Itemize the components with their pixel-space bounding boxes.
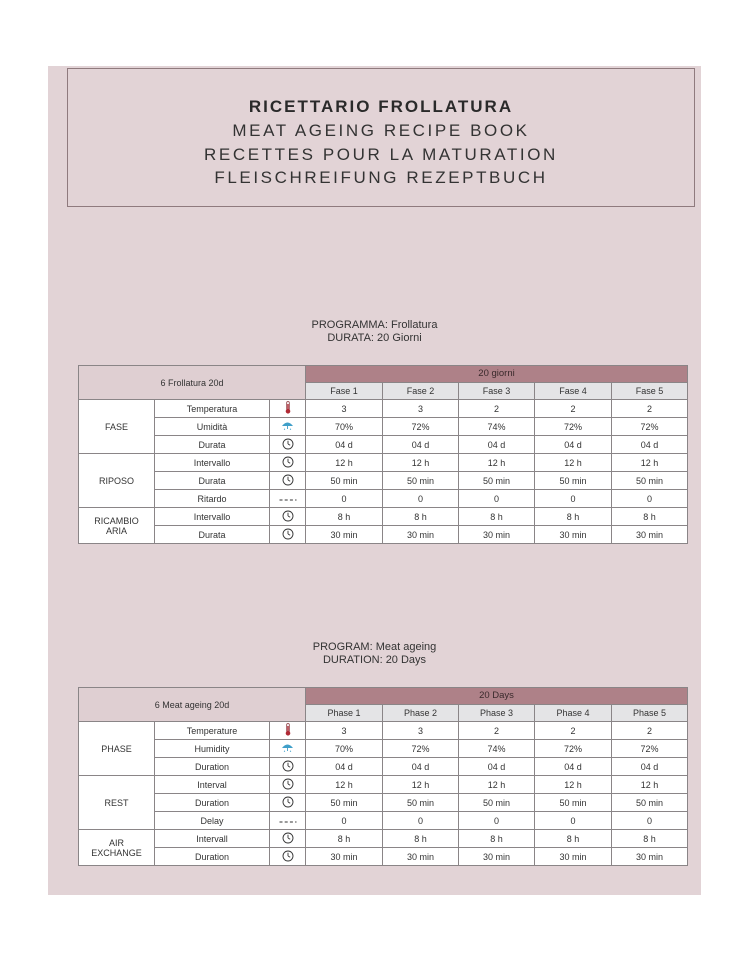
parameter-icon-cell bbox=[270, 508, 306, 526]
parameter-icon-cell bbox=[270, 776, 306, 794]
umbrella-icon bbox=[281, 420, 294, 433]
value-cell: 0 bbox=[612, 812, 688, 830]
clock-icon bbox=[282, 438, 294, 452]
days-header: 20 Days bbox=[306, 688, 688, 705]
value-cell: 04 d bbox=[612, 758, 688, 776]
parameter-label: Humidity bbox=[155, 740, 270, 758]
parameter-label: Delay bbox=[155, 812, 270, 830]
clock-icon bbox=[282, 850, 294, 864]
days-header: 20 giorni bbox=[306, 366, 688, 383]
parameter-label: Umidità bbox=[155, 418, 270, 436]
table-row bbox=[79, 812, 688, 830]
parameter-icon-cell bbox=[270, 812, 306, 830]
value-cell: 30 min bbox=[306, 848, 383, 866]
parameter-icon-cell bbox=[270, 454, 306, 472]
clock-icon bbox=[282, 796, 294, 810]
program-info-english bbox=[48, 641, 701, 667]
table-row bbox=[79, 400, 688, 418]
thermometer-icon bbox=[284, 723, 292, 738]
thermometer-icon bbox=[284, 401, 292, 416]
table-row bbox=[79, 472, 688, 490]
value-cell: 3 bbox=[383, 722, 459, 740]
value-cell: 30 min bbox=[535, 848, 612, 866]
parameter-label: Temperatura bbox=[155, 400, 270, 418]
table-row bbox=[79, 794, 688, 812]
table-row bbox=[79, 508, 688, 526]
phase-header: Phase 5 bbox=[612, 705, 688, 722]
value-cell: 12 h bbox=[383, 776, 459, 794]
clock-icon bbox=[282, 778, 294, 792]
table-row bbox=[79, 436, 688, 454]
value-cell: 50 min bbox=[459, 794, 535, 812]
value-cell: 72% bbox=[535, 740, 612, 758]
value-cell: 50 min bbox=[535, 472, 612, 490]
value-cell: 0 bbox=[383, 812, 459, 830]
parameter-label: Ritardo bbox=[155, 490, 270, 508]
value-cell: 74% bbox=[459, 740, 535, 758]
phase-header: Fase 3 bbox=[459, 383, 535, 400]
title-box bbox=[67, 68, 695, 207]
table-row bbox=[79, 740, 688, 758]
title-french: RECETTES POUR LA MATURATION bbox=[204, 144, 558, 164]
value-cell: 50 min bbox=[535, 794, 612, 812]
value-cell: 72% bbox=[612, 740, 688, 758]
recipe-table-italian bbox=[78, 365, 688, 544]
parameter-icon-cell bbox=[270, 722, 306, 740]
parameter-label: Durata bbox=[155, 436, 270, 454]
value-cell: 0 bbox=[306, 812, 383, 830]
value-cell: 2 bbox=[535, 722, 612, 740]
value-cell: 30 min bbox=[459, 848, 535, 866]
value-cell: 50 min bbox=[612, 472, 688, 490]
header-row bbox=[79, 366, 688, 383]
phase-header: Phase 4 bbox=[535, 705, 612, 722]
parameter-icon-cell bbox=[270, 740, 306, 758]
program-name: PROGRAM: Meat ageing bbox=[312, 641, 437, 653]
value-cell: 8 h bbox=[459, 830, 535, 848]
clock-icon bbox=[282, 474, 294, 488]
parameter-label: Duration bbox=[155, 848, 270, 866]
table-row bbox=[79, 454, 688, 472]
value-cell: 8 h bbox=[306, 830, 383, 848]
value-cell: 8 h bbox=[383, 830, 459, 848]
value-cell: 8 h bbox=[383, 508, 459, 526]
value-cell: 3 bbox=[383, 400, 459, 418]
recipe-table-english bbox=[78, 687, 688, 866]
value-cell: 04 d bbox=[459, 758, 535, 776]
parameter-icon-cell bbox=[270, 848, 306, 866]
value-cell: 30 min bbox=[612, 526, 688, 544]
value-cell: 12 h bbox=[612, 454, 688, 472]
value-cell: 04 d bbox=[383, 436, 459, 454]
value-cell: 74% bbox=[459, 418, 535, 436]
value-cell: 12 h bbox=[459, 454, 535, 472]
program-name: PROGRAMMA: Frollatura bbox=[311, 319, 438, 331]
table-row bbox=[79, 722, 688, 740]
value-cell: 0 bbox=[535, 490, 612, 508]
parameter-label: Interval bbox=[155, 776, 270, 794]
parameter-icon-cell bbox=[270, 830, 306, 848]
recipe-name: 6 Meat ageing 20d bbox=[79, 688, 306, 722]
parameter-label: Intervallo bbox=[155, 508, 270, 526]
value-cell: 72% bbox=[535, 418, 612, 436]
parameter-icon-cell bbox=[270, 418, 306, 436]
value-cell: 50 min bbox=[383, 794, 459, 812]
phase-header: Fase 4 bbox=[535, 383, 612, 400]
program-duration: DURATION: 20 Days bbox=[322, 654, 427, 666]
parameter-icon-cell bbox=[270, 490, 306, 508]
parameter-label: Duration bbox=[155, 794, 270, 812]
value-cell: 2 bbox=[459, 400, 535, 418]
parameter-icon-cell bbox=[270, 526, 306, 544]
value-cell: 04 d bbox=[306, 436, 383, 454]
group-label: FASE bbox=[79, 400, 155, 454]
value-cell: 72% bbox=[612, 418, 688, 436]
table-row bbox=[79, 776, 688, 794]
value-cell: 2 bbox=[459, 722, 535, 740]
title-italian: RICETTARIO FROLLATURA bbox=[248, 97, 514, 116]
value-cell: 3 bbox=[306, 400, 383, 418]
table-row bbox=[79, 526, 688, 544]
value-cell: 50 min bbox=[459, 472, 535, 490]
value-cell: 0 bbox=[612, 490, 688, 508]
value-cell: 04 d bbox=[459, 436, 535, 454]
value-cell: 50 min bbox=[306, 794, 383, 812]
parameter-icon-cell bbox=[270, 794, 306, 812]
value-cell: 8 h bbox=[459, 508, 535, 526]
group-label-line: RICAMBIO bbox=[94, 515, 139, 526]
value-cell: 12 h bbox=[535, 454, 612, 472]
phase-header: Phase 2 bbox=[383, 705, 459, 722]
table-row bbox=[79, 758, 688, 776]
parameter-icon-cell bbox=[270, 472, 306, 490]
value-cell: 30 min bbox=[612, 848, 688, 866]
value-cell: 30 min bbox=[535, 526, 612, 544]
value-cell: 04 d bbox=[535, 436, 612, 454]
value-cell: 70% bbox=[306, 418, 383, 436]
table-row bbox=[79, 830, 688, 848]
dash-icon bbox=[279, 816, 297, 826]
phase-header: Fase 5 bbox=[612, 383, 688, 400]
parameter-label: Intervall bbox=[155, 830, 270, 848]
value-cell: 2 bbox=[612, 722, 688, 740]
value-cell: 0 bbox=[459, 490, 535, 508]
group-label-line: ARIA bbox=[105, 525, 127, 536]
parameter-label: Durata bbox=[155, 472, 270, 490]
parameter-icon-cell bbox=[270, 400, 306, 418]
table-row bbox=[79, 418, 688, 436]
clock-icon bbox=[282, 528, 294, 542]
value-cell: 8 h bbox=[535, 508, 612, 526]
value-cell: 04 d bbox=[535, 758, 612, 776]
value-cell: 12 h bbox=[306, 776, 383, 794]
value-cell: 12 h bbox=[612, 776, 688, 794]
parameter-label: Durata bbox=[155, 526, 270, 544]
value-cell: 0 bbox=[383, 490, 459, 508]
value-cell: 8 h bbox=[612, 508, 688, 526]
phase-header: Phase 3 bbox=[459, 705, 535, 722]
group-label-line: AIR bbox=[108, 837, 124, 848]
value-cell: 30 min bbox=[383, 526, 459, 544]
value-cell: 72% bbox=[383, 418, 459, 436]
value-cell: 3 bbox=[306, 722, 383, 740]
program-duration: DURATA: 20 Giorni bbox=[327, 332, 422, 344]
group-label: PHASE bbox=[79, 722, 155, 776]
dash-icon bbox=[279, 494, 297, 504]
value-cell: 8 h bbox=[612, 830, 688, 848]
value-cell: 70% bbox=[306, 740, 383, 758]
group-label: REST bbox=[79, 776, 155, 830]
value-cell: 8 h bbox=[535, 830, 612, 848]
clock-icon bbox=[282, 456, 294, 470]
value-cell: 30 min bbox=[459, 526, 535, 544]
value-cell: 0 bbox=[535, 812, 612, 830]
parameter-icon-cell bbox=[270, 758, 306, 776]
clock-icon bbox=[282, 832, 294, 846]
value-cell: 50 min bbox=[306, 472, 383, 490]
parameter-label: Temperature bbox=[155, 722, 270, 740]
value-cell: 12 h bbox=[459, 776, 535, 794]
value-cell: 04 d bbox=[612, 436, 688, 454]
table-row bbox=[79, 848, 688, 866]
value-cell: 8 h bbox=[306, 508, 383, 526]
recipe-name: 6 Frollatura 20d bbox=[79, 366, 306, 400]
value-cell: 2 bbox=[535, 400, 612, 418]
recipe-page bbox=[48, 66, 701, 895]
phase-header: Fase 1 bbox=[306, 383, 383, 400]
value-cell: 04 d bbox=[383, 758, 459, 776]
parameter-icon-cell bbox=[270, 436, 306, 454]
group-label-line: EXCHANGE bbox=[91, 847, 142, 858]
header-row bbox=[79, 688, 688, 705]
value-cell: 12 h bbox=[306, 454, 383, 472]
value-cell: 12 h bbox=[383, 454, 459, 472]
group-label bbox=[79, 830, 155, 866]
value-cell: 30 min bbox=[306, 526, 383, 544]
value-cell: 30 min bbox=[383, 848, 459, 866]
table-row bbox=[79, 490, 688, 508]
group-label bbox=[79, 508, 155, 544]
value-cell: 04 d bbox=[306, 758, 383, 776]
value-cell: 12 h bbox=[535, 776, 612, 794]
group-label: RIPOSO bbox=[79, 454, 155, 508]
program-info-italian bbox=[48, 319, 701, 345]
value-cell: 50 min bbox=[383, 472, 459, 490]
value-cell: 50 min bbox=[612, 794, 688, 812]
parameter-label: Duration bbox=[155, 758, 270, 776]
clock-icon bbox=[282, 760, 294, 774]
title-german: FLEISCHREIFUNG REZEPTBUCH bbox=[214, 168, 548, 187]
phase-header: Phase 1 bbox=[306, 705, 383, 722]
phase-header: Fase 2 bbox=[383, 383, 459, 400]
umbrella-icon bbox=[281, 742, 294, 755]
value-cell: 72% bbox=[383, 740, 459, 758]
value-cell: 0 bbox=[306, 490, 383, 508]
value-cell: 2 bbox=[612, 400, 688, 418]
title-english: MEAT AGEING RECIPE BOOK bbox=[232, 121, 530, 140]
value-cell: 0 bbox=[459, 812, 535, 830]
clock-icon bbox=[282, 510, 294, 524]
parameter-label: Intervallo bbox=[155, 454, 270, 472]
